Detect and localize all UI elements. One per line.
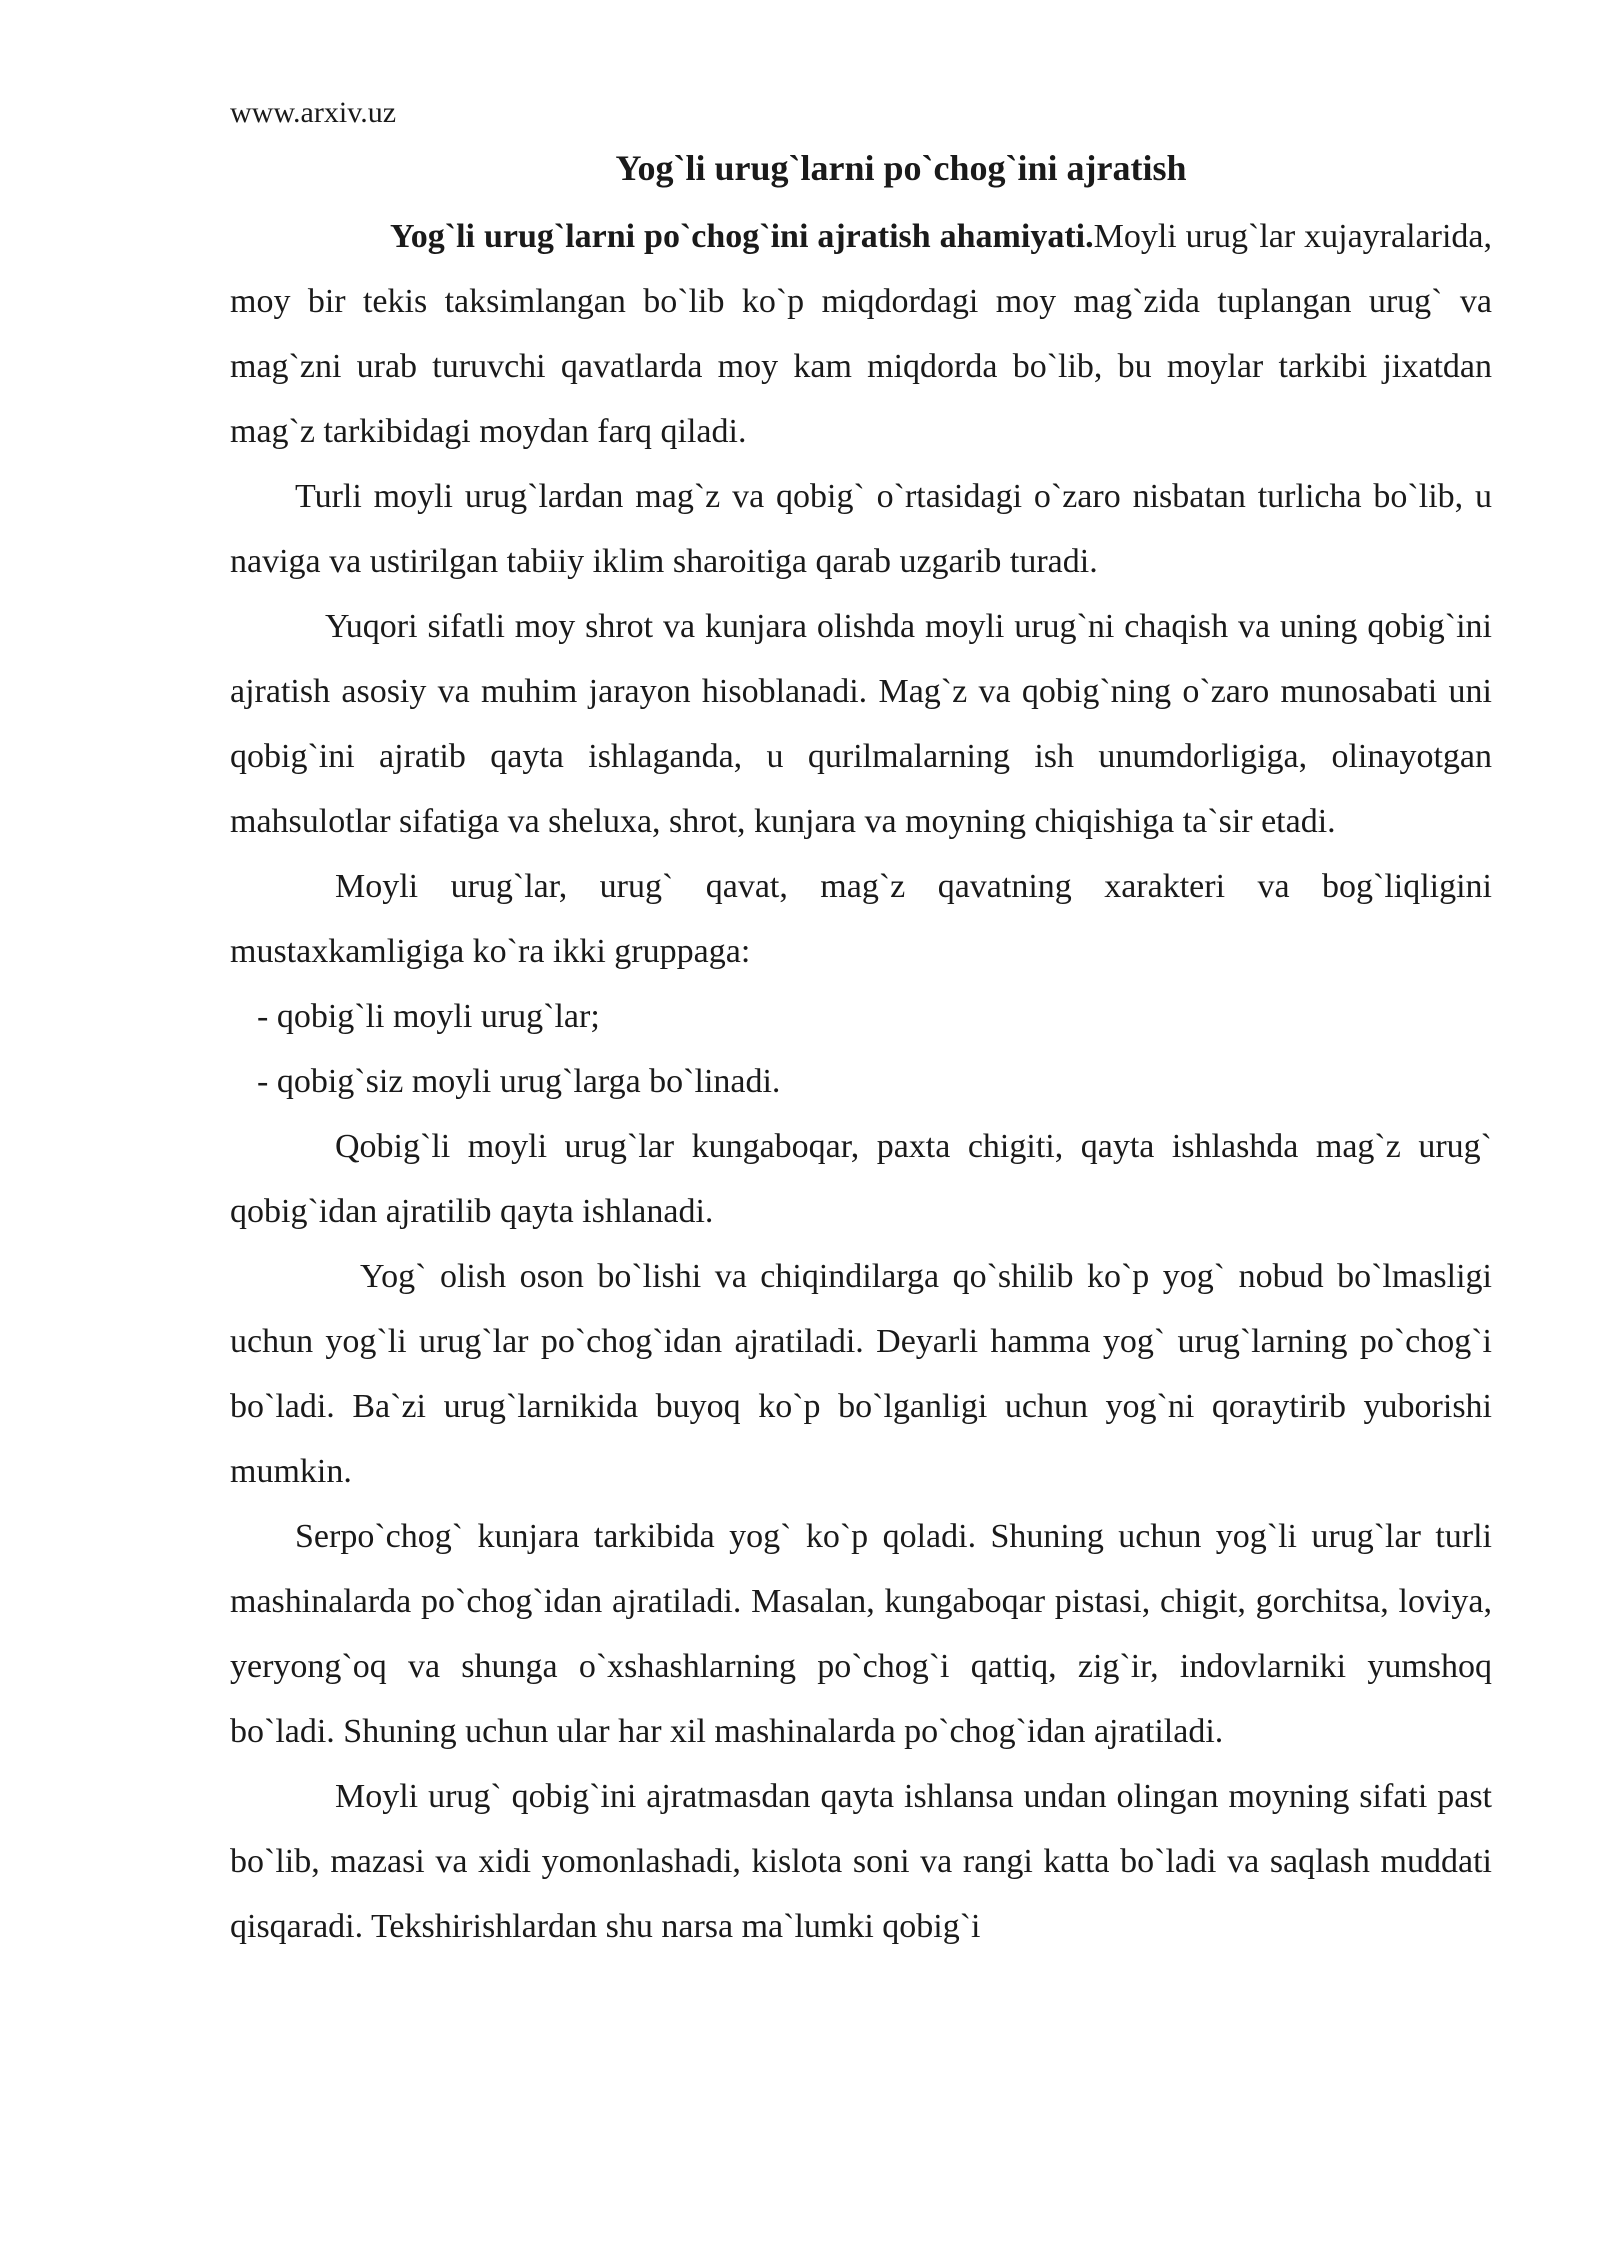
document-page [230,90,1492,1959]
paragraph-2: Turli moyli urug`lardan mag`z va qobig` o`rtasidagi o`zaro nisbatan turlicha bo`lib, u naviga va ustirilgan tabiiy iklim sharoitiga qarab uzgarib turadi. [230,478,1492,580]
paragraph-7: Serpo`chog` kunjara tarkibida yog` ko`p qoladi. Shuning uchun yog`li urug`lar turli mashinalarda po`chog`idan ajratiladi. Masalan, kungaboqar pistasi, chigit, gorchitsa, loviya, yeryong`oq va shunga o`xshashlarning po`chog`i qattiq, zig`ir, indovlarniki yumshoq bo`ladi. Shuning uchun ular har xil mashinalarda po`chog`idan ajratiladi. [230,1518,1492,1750]
paragraph-6: Yog` olish oson bo`lishi va chiqindilarga qo`shilib ko`p yog` nobud bo`lmasligi uchun yog`li urug`lar po`chog`idan ajratiladi. Deyarli hamma yog` urug`larning po`chog`i bo`ladi. Ba`zi urug`larnikida buyoq ko`p bo`lganligi uchun yog`ni qoraytirib yuborishi mumkin. [230,1258,1492,1490]
paragraph-3: Yuqori sifatli moy shrot va kunjara olishda moyli urug`ni chaqish va uning qobig`ini ajratish asosiy va muhim jarayon hisoblanadi. Mag`z va qobig`ning o`zaro munosabati uni qobig`ini ajratib qayta ishlaganda, u qurilmalarning ish unumdorligiga, olinayotgan mahsulotlar sifatiga va sheluxa, shrot, kunjara va moyning chiqishiga ta`sir etadi. [230,608,1492,840]
paragraph-8: Moyli urug` qobig`ini ajratmasdan qayta ishlansa undan olingan moyning sifati past bo`lib, mazasi va xidi yomonlashadi, kislota soni va rangi katta bo`ladi va saqlash muddati qisqaradi. Tekshirishlardan shu narsa ma`lumki qobig`i [230,1778,1492,1945]
paragraph-4: Moyli urug`lar, urug` qavat, mag`z qavatning xarakteri va bog`liqligini mustaxkamligiga ko`ra ikki gruppaga: [230,868,1492,970]
paragraph-intro [230,204,1492,464]
intro-lead-heading: Yog`li urug`larni po`chog`ini ajratish ahamiyati. [390,218,1094,255]
intro-text: Moyli urug`lar xujayralarida, moy bir tekis taksimlangan bo`lib ko`p miqdordagi moy mag`zida tuplangan urug` va mag`zni urab turuvchi qavatlarda moy kam miqdorda bo`lib, bu moylar tarkibi jixatdan mag`z tarkibidagi moydan farq qiladi. [230,218,1492,450]
header-url: www.arxiv.uz [230,96,397,129]
list-item: - qobig`siz moyli urug`larga bo`linadi. [257,1063,781,1100]
paragraph-5: Qobig`li moyli urug`lar kungaboqar, paxta chigiti, qayta ishlashda mag`z urug` qobig`idan ajratilib qayta ishlanadi. [230,1128,1492,1230]
list-item: - qobig`li moyli urug`lar; [257,998,600,1035]
document-title: Yog`li urug`larni po`chog`ini ajratish [615,148,1187,188]
